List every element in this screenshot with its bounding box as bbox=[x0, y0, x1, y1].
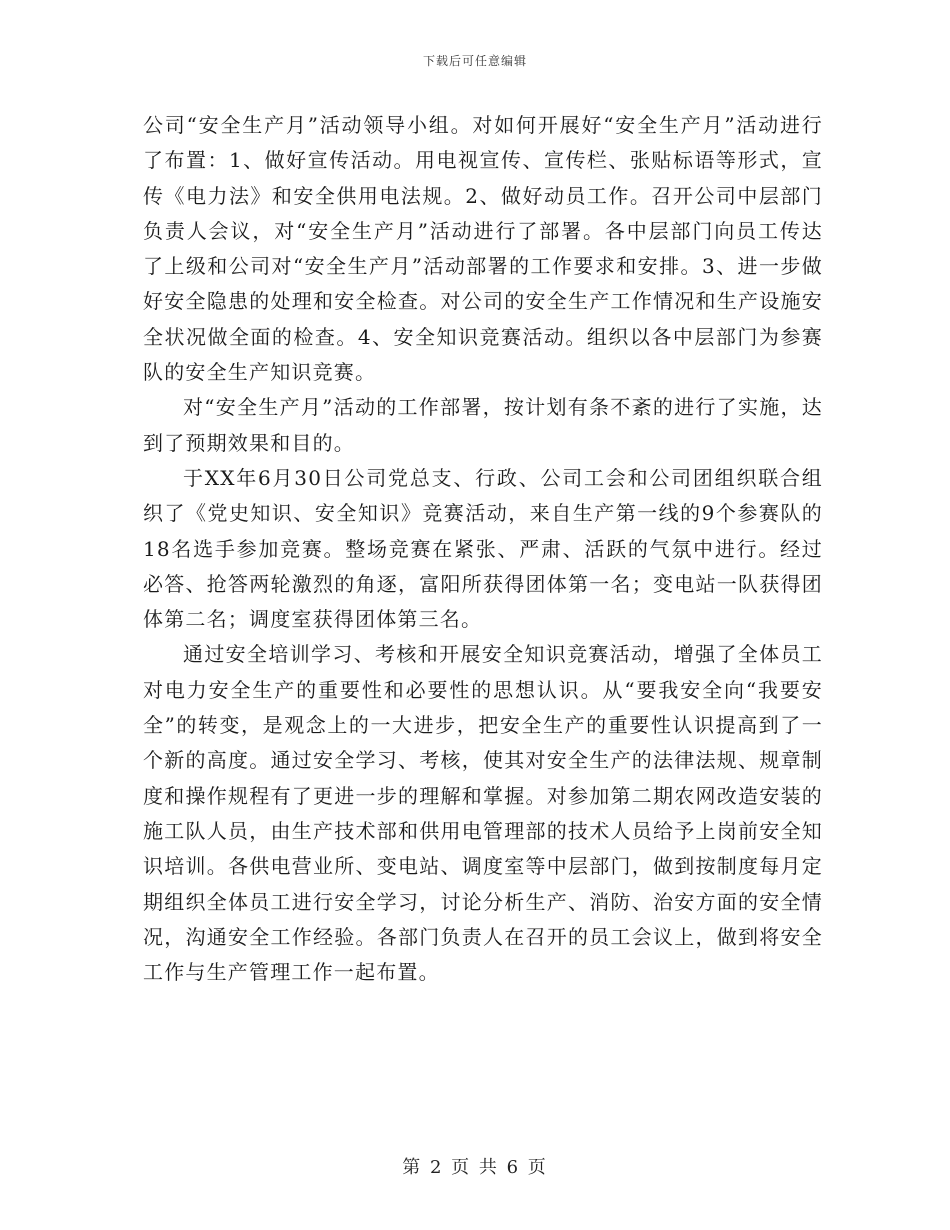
document-body bbox=[143, 108, 823, 990]
page-number-footer: 第 2 页 共 6 页 bbox=[402, 1157, 548, 1178]
paragraph-competition: 于XX年6月30日公司党总支、行政、公司工会和公司团组织联合组织了《党史知识、安全知识》竞赛活动，来自生产第一线的9个参赛队的18名选手参加竞赛。整场竞赛在紧张、严肃、活跃的气氛中进行。经过必答、抢答两轮激烈的角逐，富阳所获得团体第一名；变电站一队获得团体第二名；调度室获得团体第三名。 bbox=[143, 465, 823, 632]
paragraph-deployment: 对“安全生产月”活动的工作部署，按计划有条不紊的进行了实施，达到了预期效果和目的。 bbox=[143, 395, 823, 455]
paragraph-training: 通过安全培训学习、考核和开展安全知识竞赛活动，增强了全体员工对电力安全生产的重要性和必要性的思想认识。从“要我安全向“我要安全”的转变，是观念上的一大进步，把安全生产的重要性认识提高到了一个新的高度。通过安全学习、考核，使其对安全生产的法律法规、规章制度和操作规程有了更进一步的理解和掌握。对参加第二期农网改造安装的施工队人员，由生产技术部和供用电管理部的技术人员给予上岗前安全知识培训。各供电营业所、变电站、调度室等中层部门，做到按制度每月定期组织全体员工进行安全学习，讨论分析生产、消防、治安方面的安全情况，沟通安全工作经验。各部门负责人在召开的员工会议上，做到将安全工作与生产管理工作一起布置。 bbox=[143, 642, 823, 985]
page-header: 下载后可任意编辑 bbox=[422, 54, 527, 68]
paragraph-leadership-group: 公司“安全生产月”活动领导小组。对如何开展好“安全生产月”活动进行了布置：1、做好宣传活动。用电视宣传、宣传栏、张贴标语等形式，宣传《电力法》和安全供用电法规。2、做好动员工作。召开公司中层部门负责人会议，对“安全生产月”活动进行了部署。各中层部门向员工传达了上级和公司对“安全生产月”活动部署的工作要求和安排。3、进一步做好安全隐患的处理和安全检查。对公司的安全生产工作情况和生产设施安全状况做全面的检查。4、安全知识竞赛活动。组织以各中层部门为参赛队的安全生产知识竞赛。 bbox=[143, 113, 823, 385]
